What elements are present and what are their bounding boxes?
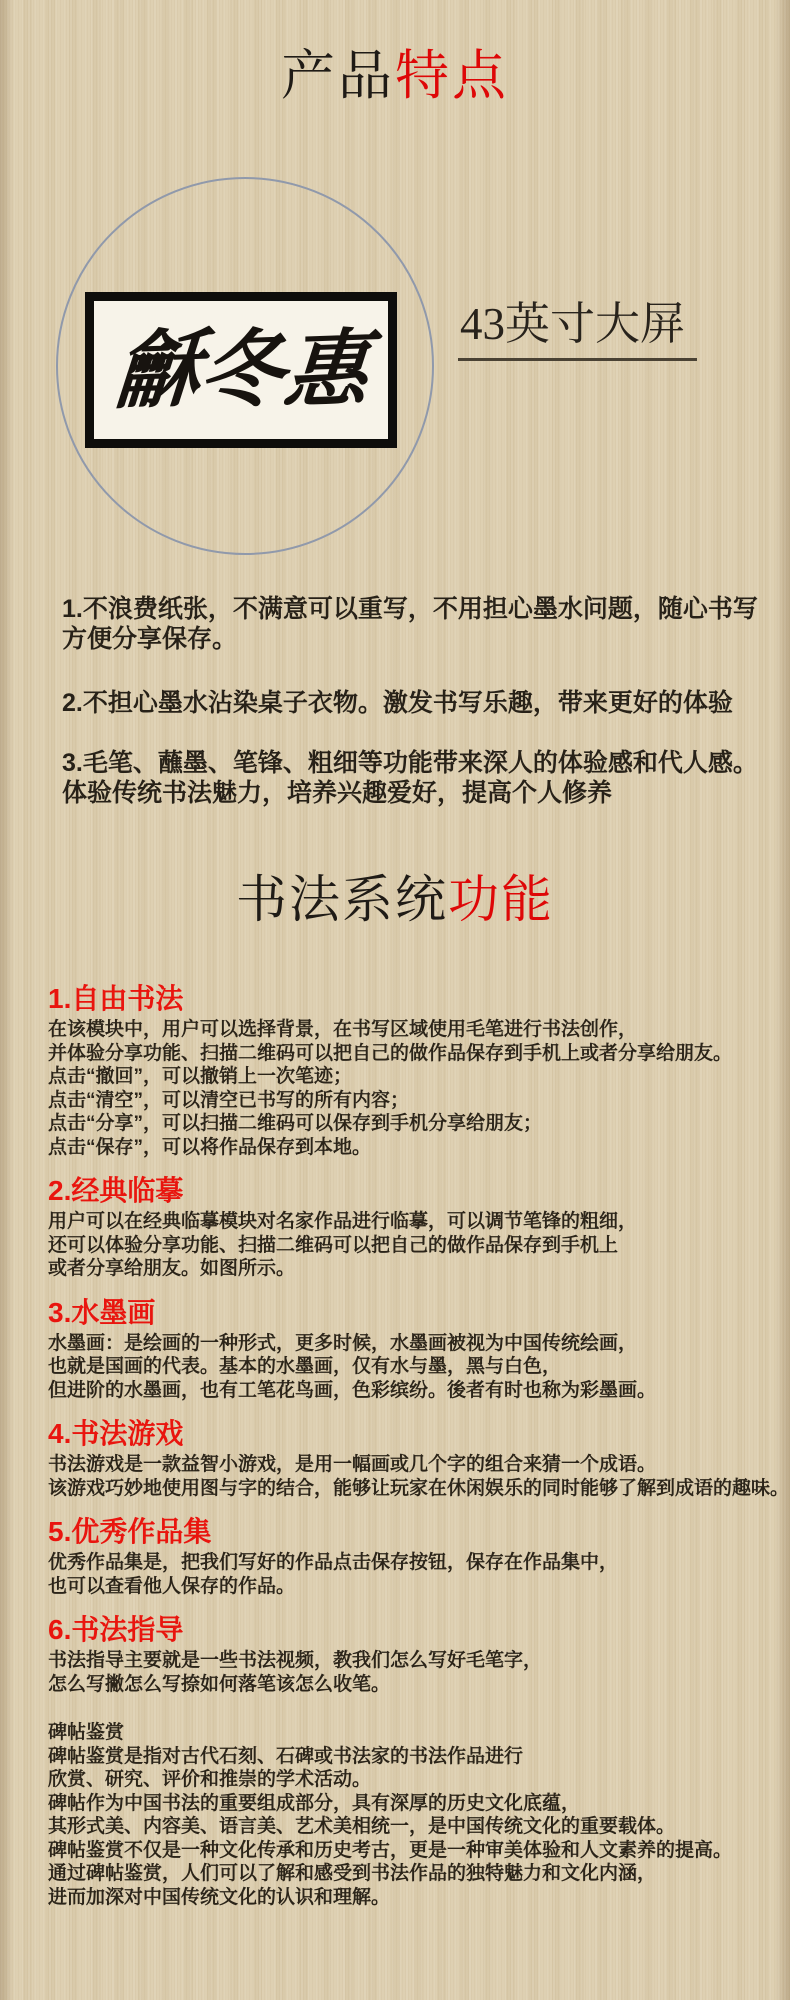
section-line: 点击“保存”，可以将作品保存到本地。 xyxy=(48,1136,372,1158)
feature-line: 2.不担心墨水沾染桌子衣物。激发书写乐趣，带来更好的体验 xyxy=(62,689,733,717)
feature-line: 体验传统书法魅力，培养兴趣爱好，提高个人修养 xyxy=(62,779,613,807)
section-line: 并体验分享功能、扫描二维码可以把自己的做作品保存到手机上或者分享给朋友。 xyxy=(48,1042,733,1064)
section-line: 水墨画：是绘画的一种形式，更多时候，水墨画被视为中国传统绘画， xyxy=(48,1332,638,1354)
section-heading: 1.自由书法 xyxy=(48,983,184,1014)
section-guidance xyxy=(48,1615,790,1696)
section-title-red: 功能 xyxy=(448,873,555,929)
section-title xyxy=(0,872,790,930)
section-ink-painting xyxy=(48,1298,790,1403)
section-line: 也就是国画的代表。基本的水墨画，仅有水与墨，黑与白色， xyxy=(48,1356,562,1377)
section-heading: 2.经典临摹 xyxy=(48,1175,184,1206)
section-line: 书法指导主要就是一些书法视频，教我们怎么写好毛笔字， xyxy=(48,1650,543,1671)
appendix-line: 碑帖鉴赏不仅是一种文化传承和历史考古，更是一种审美体验和人文素养的提高。 xyxy=(48,1839,733,1861)
section-title-black: 书法系统 xyxy=(235,873,448,929)
section-works-collection xyxy=(48,1517,790,1598)
calligraphy-frame xyxy=(85,292,397,448)
appendix-inscription-appreciation xyxy=(48,1721,790,1909)
section-line: 书法游戏是一款益智小游戏，是用一幅画或几个字的组合来猜一个成语。 xyxy=(48,1454,657,1475)
section-classic-copy xyxy=(48,1176,790,1281)
section-line: 或者分享给朋友。如图所示。 xyxy=(48,1258,296,1279)
section-heading: 6.书法指导 xyxy=(48,1614,184,1645)
section-line: 优秀作品集是，把我们写好的作品点击保存按钮，保存在作品集中， xyxy=(48,1552,619,1573)
feature-line: 3.毛笔、蘸墨、笔锋、粗细等功能带来深人的体验感和代人感。 xyxy=(62,749,758,777)
section-calligraphy-game xyxy=(48,1419,790,1500)
section-line: 但进阶的水墨画，也有工笔花鸟画，色彩缤纷。後者有时也称为彩墨画。 xyxy=(48,1379,657,1401)
calligraphy-char-2: 冬 xyxy=(196,318,288,421)
section-line: 也可以查看他人保存的作品。 xyxy=(48,1575,296,1597)
section-line: 该游戏巧妙地使用图与字的结合，能够让玩家在休闲娱乐的同时能够了解到成语的趣味。 xyxy=(48,1477,790,1499)
section-free-writing xyxy=(48,984,790,1159)
appendix-line: 欣赏、研究、评价和推崇的学术活动。 xyxy=(48,1769,372,1790)
appendix-line: 碑帖作为中国书法的重要组成部分，具有深厚的历史文化底蕴， xyxy=(48,1792,581,1814)
appendix-line: 碑帖鉴赏是指对古代石刻、石碑或书法家的书法作品进行 xyxy=(48,1745,524,1767)
section-line: 点击“撤回”，可以撤销上一次笔迹； xyxy=(48,1066,353,1087)
section-heading: 3.水墨画 xyxy=(48,1296,156,1328)
calligraphy-char-3: 惠 xyxy=(280,318,372,421)
features-list xyxy=(62,594,778,842)
feature-line: 1.不浪费纸张，不满意可以重写，不用担心墨水问题，随心书写 xyxy=(62,595,758,623)
appendix-line: 通过碑帖鉴赏，人们可以了解和感受到书法作品的独特魅力和文化内涵， xyxy=(48,1863,657,1884)
feature-item-1 xyxy=(62,594,778,654)
section-heading: 5.优秀作品集 xyxy=(48,1516,212,1547)
section-line: 点击“清空”，可以清空已书写的所有内容； xyxy=(48,1089,410,1111)
screen-size-label: 43英寸大屏 xyxy=(458,298,697,361)
page-title-black: 产品 xyxy=(281,46,395,106)
appendix-line: 进而加深对中国传统文化的认识和理解。 xyxy=(48,1886,391,1908)
section-line: 还可以体验分享功能、扫描二维码可以把自己的做作品保存到手机上 xyxy=(48,1234,619,1256)
calligraphy-char-1: 龢 xyxy=(112,318,204,421)
page-title xyxy=(0,46,790,106)
appendix-heading: 碑帖鉴赏 xyxy=(48,1722,125,1743)
section-line: 点击“分享”，可以扫描二维码可以保存到手机分享给朋友； xyxy=(48,1113,543,1134)
feature-item-3 xyxy=(62,748,778,808)
feature-line: 方便分享保存。 xyxy=(62,625,238,653)
page-title-red: 特点 xyxy=(395,46,509,106)
feature-item-2 xyxy=(62,688,778,718)
function-sections xyxy=(48,984,790,1909)
section-line: 在该模块中，用户可以选择背景，在书写区域使用毛笔进行书法创作， xyxy=(48,1019,638,1040)
section-line: 用户可以在经典临摹模块对名家作品进行临摹，可以调节笔锋的粗细， xyxy=(48,1211,638,1232)
section-heading: 4.书法游戏 xyxy=(48,1418,184,1449)
appendix-line: 其形式美、内容美、语言美、艺术美相统一，是中国传统文化的重要载体。 xyxy=(48,1816,676,1837)
section-line: 怎么写撇怎么写捺如何落笔该怎么收笔。 xyxy=(48,1673,391,1695)
